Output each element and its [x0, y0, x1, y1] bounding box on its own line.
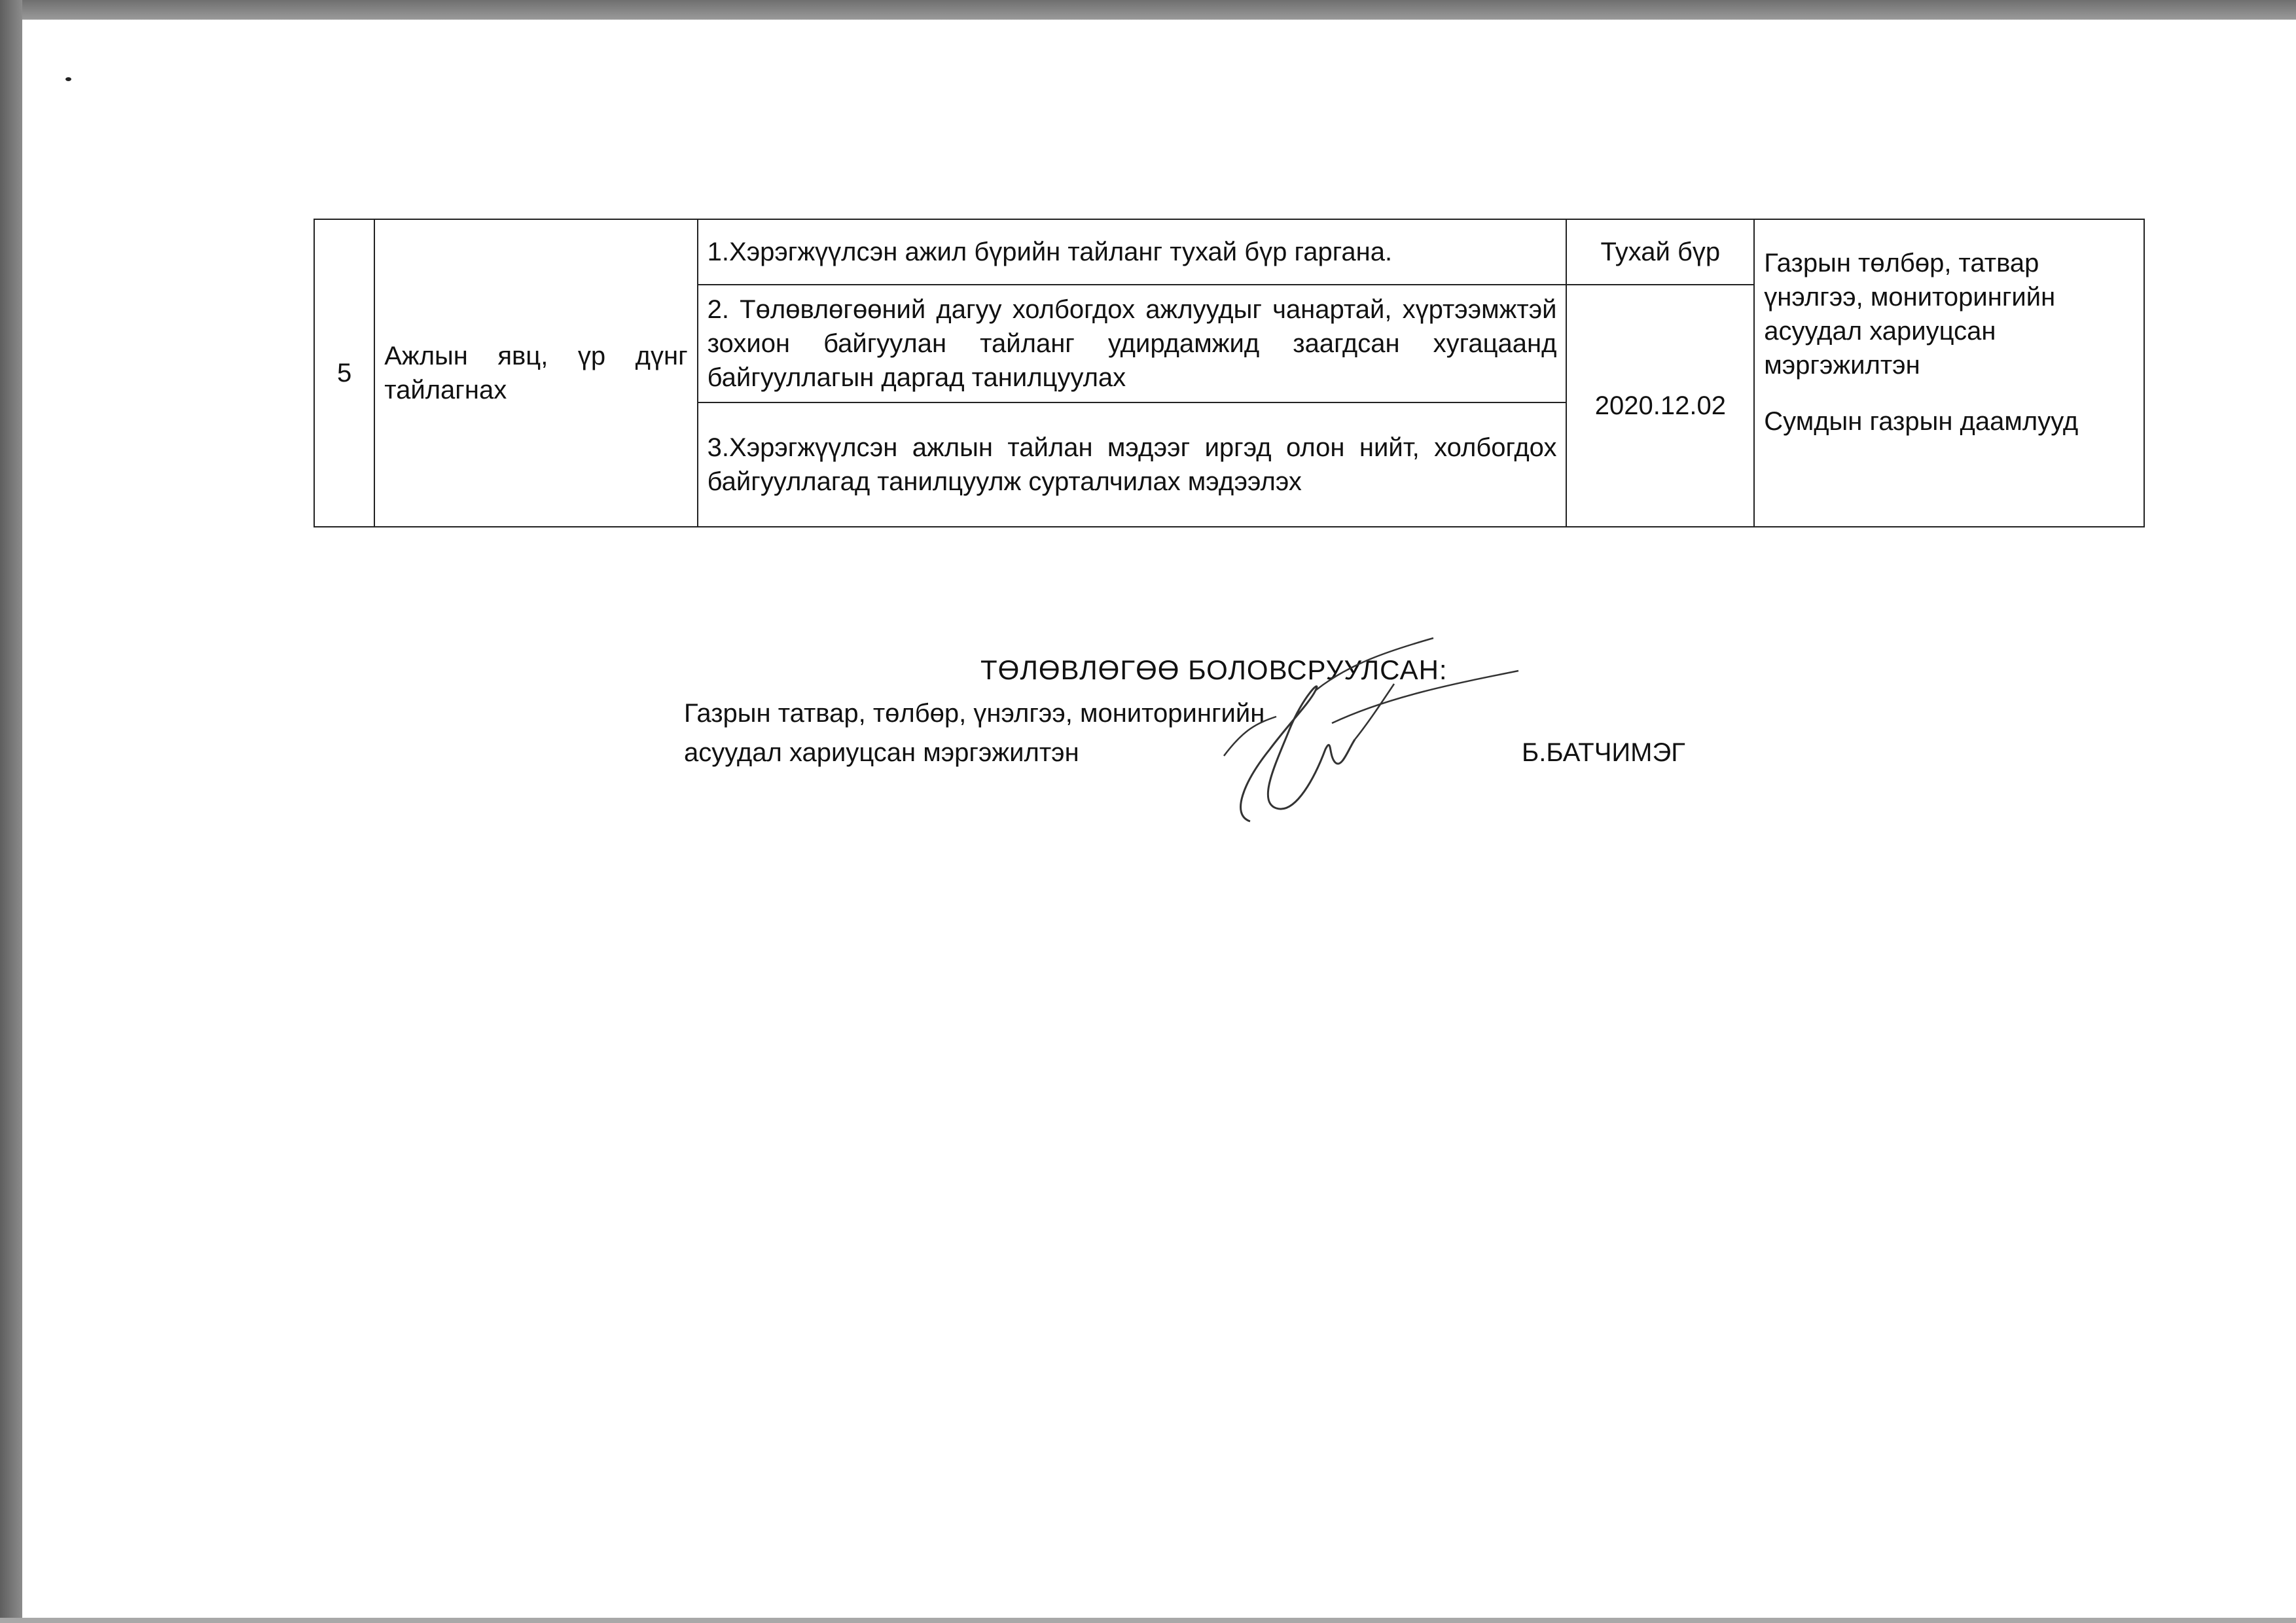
responsible-cell [1754, 219, 2144, 527]
responsible-line-2: үнэлгээ, мониторингийн [1764, 283, 2056, 312]
table-row [314, 219, 2144, 285]
responsible-line-1: Газрын төлбөр, татвар [1764, 249, 2039, 277]
scan-edge-top [0, 0, 2296, 20]
responsible-line-4: мэргэжилтэн [1764, 351, 1920, 380]
row-number: 5 [314, 219, 374, 527]
plan-table [314, 219, 2145, 527]
date-1: Тухай бүр [1566, 219, 1754, 285]
task-3: 3.Хэрэгжүүлсэн ажлын тайлан мэдээг иргэд олон нийт, холбогдох байгууллагад танилцуулж сурталчилах мэдээлэх [698, 402, 1567, 527]
row-title: Ажлын явц, үр дүнг тайлагнах [374, 219, 697, 527]
task-1: 1.Хэрэгжүүлсэн ажил бүрийн тайланг тухай бүр гаргана. [698, 219, 1567, 285]
signoff-position-line-2: асуудал хариуцсан мэргэжилтэн [684, 738, 1079, 767]
date-2: 2020.12.02 [1566, 285, 1754, 527]
scan-edge-left [0, 0, 22, 1623]
scan-edge-bottom [0, 1618, 2296, 1623]
task-2: 2. Төлөвлөгөөний дагуу холбогдох ажлуудыг чанартай, хүртээмжтэй зохион байгуулан тайланг удирдамжид заагдсан хугацаанд байгууллагын даргад танилцуулах [698, 285, 1567, 402]
responsible-line-3: асуудал хариуцсан [1764, 317, 1996, 346]
responsible-second: Сумдын газрын даамлууд [1764, 407, 2079, 436]
signoff-position-line-1: Газрын татвар, төлбөр, үнэлгээ, мониторингийн [684, 699, 1265, 728]
signoff-title: ТӨЛӨВЛӨГӨӨ БОЛОВСРУУЛСАН: [980, 654, 1448, 685]
signature-graphic [1217, 625, 1525, 847]
signoff-name: Б.БАТЧИМЭГ [1522, 738, 1685, 767]
scan-speck [65, 77, 71, 81]
